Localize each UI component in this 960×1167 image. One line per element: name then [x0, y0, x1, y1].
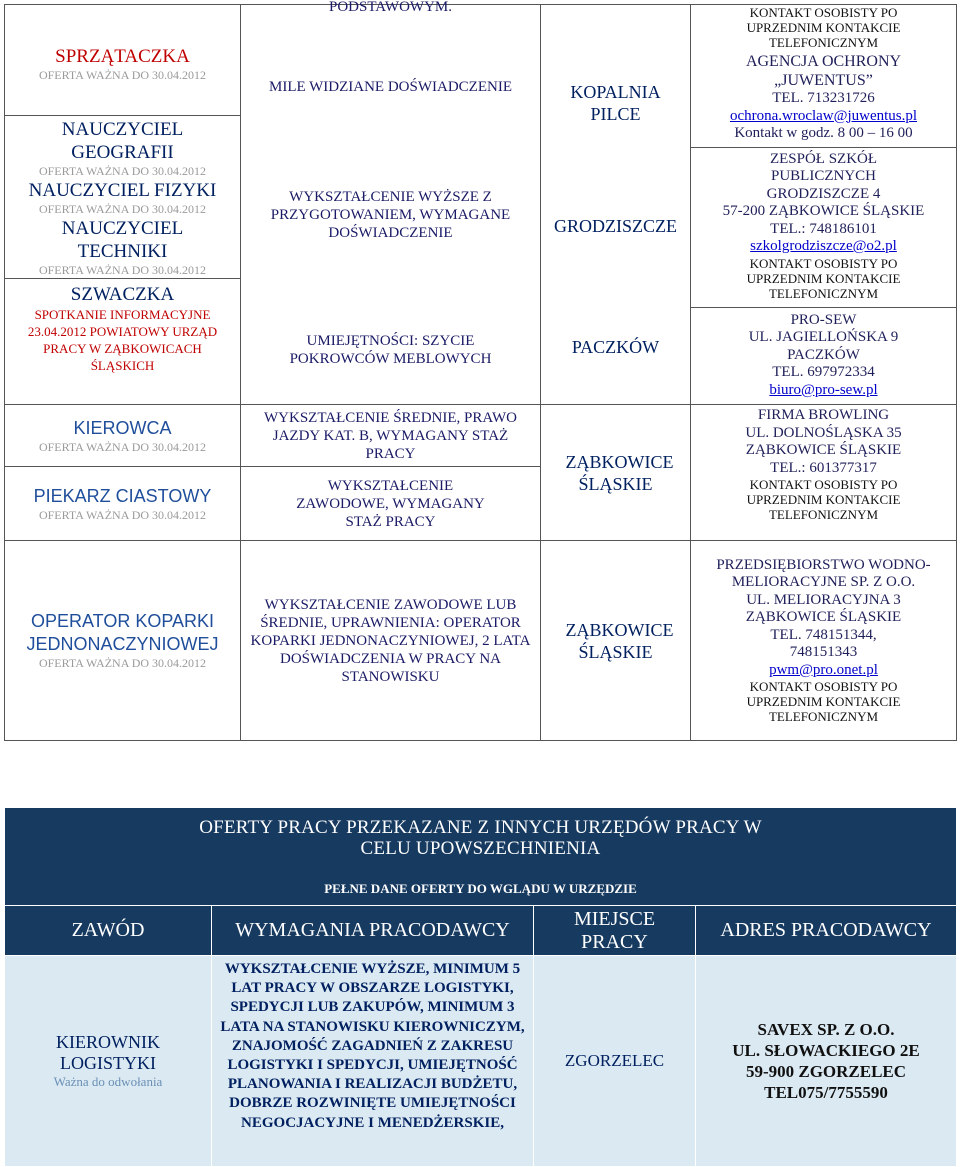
place-text: GRODZISZCZE: [554, 216, 677, 236]
employer-city: PACZKÓW: [787, 346, 860, 363]
employer-name: SAVEX SP. Z O.O.: [757, 1020, 895, 1039]
place-text: ZĄBKOWICE ŚLĄSKIE: [565, 451, 674, 494]
employer-phone: TEL. 697972334: [772, 364, 875, 380]
employer-phone: TEL.: 748186101: [770, 220, 877, 237]
job-validity: OFERTA WAŻNA DO 30.04.2012: [38, 68, 207, 82]
job-cell-kierowca: [5, 405, 241, 467]
job-title: PIEKARZ CIASTOWY: [33, 485, 212, 506]
place-text: PACZKÓW: [571, 337, 660, 357]
job-szwaczka: [5, 278, 240, 380]
job-title: OPERATOR KOPARKI JEDNONACZYNIOWEJ: [26, 611, 219, 654]
external-offers-banner: [5, 808, 957, 906]
place-cell-kierowca: [541, 405, 691, 541]
banner-subtitle: PEŁNE DANE OFERTY DO WGLĄDU W URZĘDZIE: [324, 880, 637, 896]
header-zawod: ZAWÓD: [5, 906, 212, 956]
employer-phone: TEL075/7755590: [764, 1083, 888, 1102]
employer-name: FIRMA BROWLING: [757, 407, 890, 423]
employer-phone: TEL.: 601377317: [770, 459, 877, 476]
employer-street: UL. SŁOWACKIEGO 2E: [732, 1041, 920, 1060]
job-title: KIEROWNIK LOGISTYKI: [56, 1032, 160, 1073]
banner-title: OFERTY PRACY PRZEKAZANE Z INNYCH URZĘDÓW PRACY W CELU UPOWSZECHNIENIA: [199, 816, 762, 859]
requirements-cell-kierowca: [241, 405, 541, 467]
header-wymagania: WYMAGANIA PRACODAWCY: [212, 906, 534, 956]
requirement-text: WYKSZTAŁCENIE WYŻSZE, MINIMUM 5 LAT PRACY W OBSZARZE LOGISTYKI, SPEDYCJI LUB ZAKUPÓW, MINIMUM 3 LATA NA STANOWISKU KIEROWNICZYM, ZNAJOMOŚĆ ZAGADNIEŃ Z ZAKRESU LOGISTYKI I SPEDYCJI, UMIEJĘTNOŚĆ PLANOWANIA I REALIZACJI BUDŻETU, DOBRZE ROZWINIĘTE UMIEJĘTNOŚCI NEGOCJACYJNE I MENEDŻERSKIE,: [220, 961, 525, 1131]
contact-note: KONTAKT OSOBISTY PO UPRZEDNIM KONTAKCIE TELEFONICZNYM: [746, 255, 901, 301]
contact-note: KONTAKT OSOBISTY PO UPRZEDNIM KONTAKCIE TELEFONICZNYM: [746, 477, 901, 522]
job-validity: OFERTA WAŻNA DO 30.04.2012: [38, 656, 207, 670]
employer-email[interactable]: szkolgrodziszcze@o2.pl: [750, 238, 897, 254]
employer-email[interactable]: ochrona.wroclaw@juwentus.pl: [729, 107, 918, 124]
job-title: NAUCZYCIEL GEOGRAFII: [61, 119, 184, 163]
contact-note: KONTAKT OSOBISTY PO UPRZEDNIM KONTAKCIE TELEFONICZNYM: [746, 679, 901, 725]
employer-street: GRODZISZCZE 4: [766, 185, 881, 202]
cell-adres: [696, 956, 957, 1167]
external-offers-table: [4, 807, 957, 1167]
job-validity: OFERTA WAŻNA DO 30.04.2012: [38, 263, 207, 277]
employer-name: PRO-SEW: [790, 311, 857, 328]
place-cell-group-1: [541, 5, 691, 405]
job-title: KIEROWCA: [73, 417, 172, 438]
job-info-meeting: SPOTKANIE INFORMACYJNE 23.04.2012 POWIATOWY URZĄD PRACY W ZĄBKOWICACH ŚLĄSKICH: [27, 307, 218, 373]
job-cell-group-1: [5, 5, 241, 405]
place-text: ZGORZELEC: [564, 1051, 665, 1070]
job-validity: OFERTA WAŻNA DO 30.04.2012: [38, 202, 207, 216]
address-cell-kierowca: [691, 405, 957, 541]
job-nauczyciel-techniki: [5, 217, 240, 278]
cell-miejsce: [534, 956, 696, 1167]
contact-note: KONTAKT OSOBISTY PO UPRZEDNIM KONTAKCIE TELEFONICZNYM: [746, 5, 901, 50]
job-title: NAUCZYCIEL FIZYKI: [28, 180, 217, 201]
cell-wymagania: [212, 956, 534, 1167]
job-nauczyciel-geografii: [5, 115, 240, 179]
address-cell-operator: [691, 541, 957, 741]
employer-street: UL. JAGIELLOŃSKA 9: [748, 329, 899, 345]
employer-city: ZĄBKOWICE ŚLĄSKIE: [745, 609, 902, 626]
address-cell-group-1: [691, 5, 957, 405]
header-miejsce-label: MIEJSCE PRACY: [573, 907, 656, 953]
employer-phone: TEL. 713231726: [772, 90, 875, 106]
employer-city: ZĄBKOWICE ŚLĄSKIE: [745, 442, 902, 458]
job-validity: Ważna do odwołania: [53, 1074, 163, 1089]
requirement-text: WYKSZTAŁCENIE ZAWODOWE, WYMAGANY STAŻ PRACY: [296, 477, 485, 530]
employer-hours: Kontakt w godz. 8 00 – 16 00: [734, 125, 913, 141]
employer-city: 57-200 ZĄBKOWICE ŚLĄSKIE: [722, 203, 925, 219]
job-validity: OFERTA WAŻNA DO 30.04.2012: [38, 439, 207, 454]
requirement-text: WYKSZTAŁCENIE ŚREDNIE, PRAWO JAZDY KAT. B, WYMAGANY STAŻ PRACY: [264, 409, 517, 462]
header-miejsce: [534, 906, 696, 956]
employer-name: ZESPÓŁ SZKÓŁ PUBLICZNYCH: [769, 150, 878, 184]
job-sprzataczka: [5, 45, 240, 83]
employer-phone: TEL. 748151344, 748151343: [770, 626, 877, 661]
requirement-text: WYKSZTAŁCENIE ZAWODOWE LUB ŚREDNIE, UPRAWNIENIA: OPERATOR KOPARKI JEDNONACZYNIOWEJ, 2 LATA DOŚWIADCZENIA W PRACY NA STANOWISKU: [250, 596, 531, 685]
job-title: SZWACZKA: [70, 284, 175, 305]
place-text: ZĄBKOWICE ŚLĄSKIE: [565, 619, 674, 662]
employer-name: AGENCJA OCHRONY „JUWENTUS”: [745, 53, 902, 89]
requirements-cell-piekarz: [241, 467, 541, 541]
place-cell-operator: [541, 541, 691, 741]
employer-city: 59-900 ZGORZELEC: [745, 1062, 907, 1081]
employer-pro-sew: [691, 307, 956, 400]
header-adres: ADRES PRACODAWCY: [696, 906, 957, 956]
job-title: SPRZĄTACZKA: [55, 46, 190, 67]
requirement-text: UMIEJĘTNOŚCI: SZYCIE POKROWCÓW MEBLOWYCH: [289, 333, 492, 367]
requirement-text: MILE WIDZIANE DOŚWIADCZENIE: [268, 79, 512, 95]
job-title: NAUCZYCIEL TECHNIKI: [61, 218, 184, 262]
job-nauczyciel-fizyki: [5, 179, 240, 217]
cell-zawod: [5, 956, 212, 1167]
employer-email[interactable]: biuro@pro-sew.pl: [769, 381, 878, 398]
job-validity: OFERTA WAŻNA DO 30.04.2012: [38, 164, 207, 178]
job-validity: OFERTA WAŻNA DO 30.04.2012: [38, 507, 207, 522]
job-cell-operator: [5, 541, 241, 741]
requirement-text: WYKSZTAŁCENIE WYŻSZE Z PRZYGOTOWANIEM, WYMAGANE DOŚWIADCZENIE: [270, 189, 511, 241]
employer-street: UL. DOLNOŚLĄSKA 35: [745, 424, 902, 441]
employer-street: UL. MELIORACYJNA 3: [746, 591, 901, 608]
employer-name: PRZEDSIĘBIORSTWO WODNO-MELIORACYJNE SP. Z O.O.: [716, 556, 931, 591]
job-cell-piekarz: [5, 467, 241, 541]
requirement-text: PODSTAWOWYM.: [328, 0, 452, 15]
requirements-cell-operator: [241, 541, 541, 741]
requirements-cell-group-1: [241, 0, 541, 405]
job-offers-table: [4, 0, 957, 741]
employer-email[interactable]: pwm@pro.onet.pl: [769, 661, 878, 678]
employer-zsp: [691, 147, 956, 301]
table-row: [5, 956, 957, 1167]
place-text: KOPALNIA PILCE: [570, 82, 661, 124]
